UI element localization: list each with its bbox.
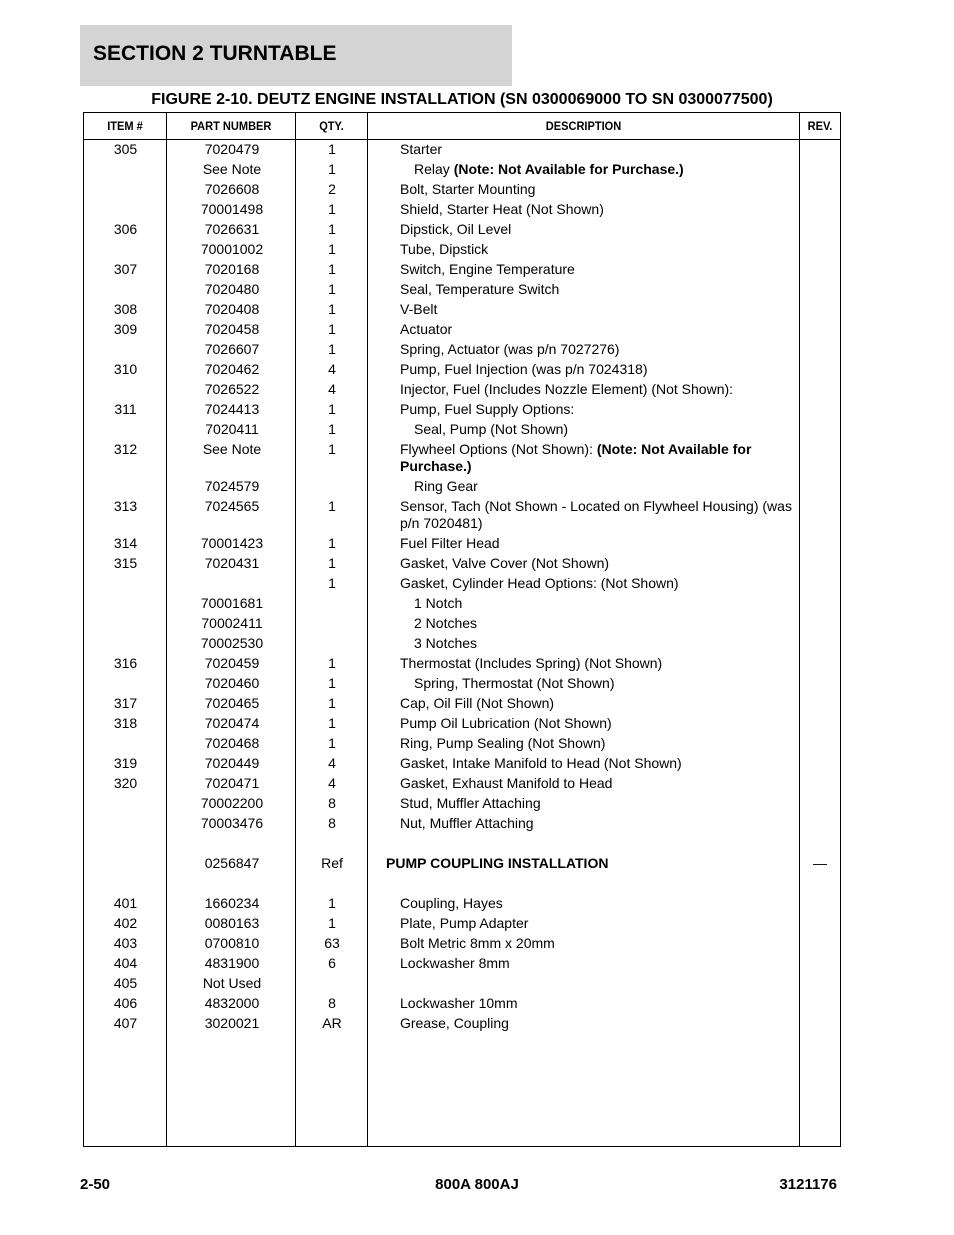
- description: [400, 575, 795, 592]
- description: [414, 478, 794, 495]
- part-number: 4831900: [204, 955, 260, 971]
- description-text: Spring, Thermostat (Not Shown): [414, 675, 615, 691]
- table-row: [84, 814, 840, 834]
- table-row: [84, 854, 840, 874]
- section-title: SECTION 2 TURNTABLE: [93, 42, 337, 65]
- header-item: ITEM #: [107, 119, 143, 133]
- description: [400, 915, 795, 932]
- description-text: Seal, Temperature Switch: [400, 281, 560, 297]
- description-text: Gasket, Intake Manifold to Head (Not Shown): [400, 755, 682, 771]
- part-number: 70001423: [200, 535, 264, 551]
- description-text: Pump, Fuel Supply Options:: [400, 401, 575, 417]
- table-row: [84, 240, 840, 260]
- description: [400, 695, 795, 712]
- part-number: 7020460: [204, 675, 260, 691]
- description-text: Gasket, Valve Cover (Not Shown): [400, 555, 610, 571]
- document-number: 3121176: [779, 1176, 837, 1193]
- description: [400, 655, 795, 672]
- description: [414, 161, 794, 178]
- description: [400, 1015, 795, 1032]
- table-row: [84, 280, 840, 300]
- description: [400, 181, 795, 198]
- description-text: Sensor, Tach (Not Shown - Located on Flywheel Housing) (was p/n 7020481): [400, 498, 792, 531]
- description-text: Lockwasher 8mm: [400, 955, 510, 971]
- description-text: Gasket, Exhaust Manifold to Head: [400, 775, 613, 791]
- part-number: 7020480: [204, 281, 260, 297]
- quantity: 4: [328, 361, 336, 377]
- quantity: 1: [328, 715, 336, 731]
- description-text: Coupling, Hayes: [400, 895, 503, 911]
- description-text: 1 Notch: [414, 595, 463, 611]
- description: [400, 955, 795, 972]
- item-number: 313: [113, 498, 138, 514]
- description: [400, 555, 795, 572]
- table-row: [84, 497, 840, 534]
- description: [400, 381, 795, 398]
- parts-table: [83, 112, 841, 1147]
- part-number: 1660234: [204, 895, 260, 911]
- description-text: Relay: [414, 161, 454, 177]
- description-text: Spring, Actuator (was p/n 7027276): [400, 341, 620, 357]
- part-number: 7020468: [204, 735, 260, 751]
- table-row: [84, 340, 840, 360]
- description-text: Tube, Dipstick: [400, 241, 489, 257]
- description: [400, 815, 795, 832]
- item-number: 314: [113, 535, 138, 551]
- description: [400, 755, 795, 772]
- table-row: [84, 1014, 840, 1034]
- quantity: 1: [328, 301, 336, 317]
- item-number: 320: [113, 775, 138, 791]
- table-row: [84, 300, 840, 320]
- description: [400, 795, 795, 812]
- description: [400, 895, 795, 912]
- table-row: [84, 477, 840, 497]
- table-row: [84, 654, 840, 674]
- quantity: 1: [328, 141, 336, 157]
- description: [400, 775, 795, 792]
- table-row: [84, 934, 840, 954]
- description: [400, 201, 795, 218]
- part-number: 0256847: [204, 855, 260, 871]
- quantity: 4: [328, 775, 336, 791]
- table-row: [84, 180, 840, 200]
- quantity: 4: [328, 755, 336, 771]
- part-number: 70002411: [201, 615, 263, 631]
- model-number: 800A 800AJ: [435, 1176, 519, 1193]
- quantity: 1: [328, 915, 336, 931]
- description-text: Flywheel Options (Not Shown):: [400, 441, 597, 457]
- table-row: [84, 734, 840, 754]
- description-text: Starter: [400, 141, 443, 157]
- part-number: 70001498: [200, 201, 264, 217]
- description: [400, 301, 795, 318]
- table-row: [84, 694, 840, 714]
- table-row: [84, 894, 840, 914]
- description: [400, 321, 795, 338]
- quantity: 1: [328, 241, 336, 257]
- item-number: 305: [113, 141, 138, 157]
- quantity: 1: [328, 655, 336, 671]
- table-row: [84, 440, 840, 477]
- part-number: 7024579: [204, 478, 260, 494]
- description-text: Pump Oil Lubrication (Not Shown): [400, 715, 612, 731]
- description-text: Cap, Oil Fill (Not Shown): [400, 695, 555, 711]
- description: [400, 441, 795, 475]
- part-number: 70002530: [200, 635, 264, 651]
- description: [400, 498, 795, 532]
- table-row: [84, 874, 840, 894]
- description-text: Pump, Fuel Injection (was p/n 7024318): [400, 361, 648, 377]
- description: [386, 855, 781, 872]
- part-number: 7026607: [204, 341, 260, 357]
- description-text: Gasket, Cylinder Head Options: (Not Shown): [400, 575, 679, 591]
- quantity: 1: [328, 221, 336, 237]
- part-number: 7020465: [204, 695, 260, 711]
- part-number: 4832000: [204, 995, 260, 1011]
- table-row: [84, 420, 840, 440]
- item-number: 318: [113, 715, 138, 731]
- quantity: 1: [328, 675, 336, 691]
- quantity: 1: [328, 895, 336, 911]
- item-number: 311: [114, 401, 137, 417]
- part-number: 7024413: [204, 401, 260, 417]
- figure-title: FIGURE 2-10. DEUTZ ENGINE INSTALLATION (SN 0300069000 TO SN 0300077500): [151, 91, 773, 108]
- table-body: [84, 140, 840, 1034]
- description-text: Seal, Pump (Not Shown): [414, 421, 569, 437]
- item-number: 401: [113, 895, 138, 911]
- table-row: [84, 320, 840, 340]
- quantity: 6: [328, 955, 336, 971]
- quantity: 8: [328, 795, 336, 811]
- table-row: [84, 360, 840, 380]
- table-row: [84, 774, 840, 794]
- section-header: [80, 25, 512, 86]
- description: [400, 261, 795, 278]
- description: [414, 615, 794, 632]
- description: [414, 421, 794, 438]
- description-text: Nut, Muffler Attaching: [400, 815, 534, 831]
- description-text: Bolt, Starter Mounting: [400, 181, 536, 197]
- item-number: 307: [113, 261, 138, 277]
- table-row: [84, 380, 840, 400]
- quantity: 8: [328, 995, 336, 1011]
- table-row: [84, 954, 840, 974]
- description-text: Stud, Muffler Attaching: [400, 795, 541, 811]
- table-row: [84, 794, 840, 814]
- description-text: Dipstick, Oil Level: [400, 221, 512, 237]
- part-number: 7020471: [204, 775, 260, 791]
- description-text: Fuel Filter Head: [400, 535, 500, 551]
- part-number: 70002200: [200, 795, 264, 811]
- description-note: (Note: Not Available for Purchase.): [400, 441, 752, 474]
- table-row: [84, 974, 840, 994]
- item-number: 407: [113, 1015, 138, 1031]
- description: [414, 675, 794, 692]
- part-number: 3020021: [204, 1015, 260, 1031]
- item-number: 310: [113, 361, 138, 377]
- item-number: 308: [113, 301, 138, 317]
- table-row: [84, 674, 840, 694]
- part-number: 7020462: [204, 361, 260, 377]
- item-number: 404: [113, 955, 138, 971]
- header-part-number: PART NUMBER: [190, 119, 272, 133]
- item-number: 312: [113, 441, 138, 457]
- quantity: 1: [328, 695, 336, 711]
- quantity: 1: [328, 735, 336, 751]
- description: [400, 281, 795, 298]
- quantity: 2: [328, 181, 336, 197]
- part-number: 70003476: [200, 815, 264, 831]
- quantity: 1: [328, 201, 336, 217]
- quantity: 1: [328, 555, 336, 571]
- table-row: [84, 994, 840, 1014]
- description-text: Actuator: [400, 321, 453, 337]
- description: [400, 341, 795, 358]
- quantity: 1: [328, 401, 336, 417]
- table-row: [84, 140, 840, 160]
- quantity: 8: [328, 815, 336, 831]
- part-number: 7020474: [204, 715, 260, 731]
- page-number: 2-50: [80, 1176, 111, 1193]
- table-row: [84, 400, 840, 420]
- quantity: 1: [328, 441, 336, 457]
- quantity: 1: [328, 421, 336, 437]
- table-row: [84, 160, 840, 180]
- description: [400, 535, 795, 552]
- header-rev: REV.: [807, 119, 833, 133]
- table-row: [84, 914, 840, 934]
- part-number: See Note: [202, 441, 262, 457]
- item-number: 317: [113, 695, 138, 711]
- table-row: [84, 594, 840, 614]
- description: [414, 595, 794, 612]
- quantity: 1: [328, 535, 336, 551]
- description: [400, 995, 795, 1012]
- description: [400, 401, 795, 418]
- table-row: [84, 714, 840, 734]
- description-text: Ring, Pump Sealing (Not Shown): [400, 735, 606, 751]
- description-text: V-Belt: [400, 301, 438, 317]
- description: [400, 221, 795, 238]
- table-row: [84, 754, 840, 774]
- part-number: 7020408: [204, 301, 260, 317]
- description-text: Thermostat (Includes Spring) (Not Shown): [400, 655, 663, 671]
- description: [400, 935, 795, 952]
- item-number: 316: [113, 655, 138, 671]
- description: [400, 241, 795, 258]
- table-row: [84, 220, 840, 240]
- item-number: 405: [113, 975, 138, 991]
- description-text: Shield, Starter Heat (Not Shown): [400, 201, 604, 217]
- part-number: 0080163: [204, 915, 260, 931]
- quantity: 1: [328, 575, 336, 591]
- description: [414, 635, 794, 652]
- description: [400, 735, 795, 752]
- part-number: 70001681: [200, 595, 264, 611]
- part-number: 7020479: [204, 141, 260, 157]
- part-number: 7020458: [204, 321, 260, 337]
- part-number: 7020411: [205, 421, 259, 437]
- item-number: 402: [113, 915, 138, 931]
- table-row: [84, 534, 840, 554]
- part-number: Not Used: [202, 975, 262, 991]
- description-text: Bolt Metric 8mm x 20mm: [400, 935, 555, 951]
- description-text: 3 Notches: [414, 635, 478, 651]
- table-row: [84, 554, 840, 574]
- item-number: 306: [113, 221, 138, 237]
- description: [400, 141, 795, 158]
- quantity: 4: [328, 381, 336, 397]
- part-number: 7026608: [204, 181, 260, 197]
- item-number: 315: [113, 555, 138, 571]
- table-row: [84, 634, 840, 654]
- table-row: [84, 260, 840, 280]
- part-number: 70001002: [200, 241, 264, 257]
- part-number: 7020459: [204, 655, 260, 671]
- quantity: AR: [322, 1015, 342, 1031]
- description-text: Lockwasher 10mm: [400, 995, 518, 1011]
- quantity: 1: [328, 341, 336, 357]
- quantity: 1: [328, 281, 336, 297]
- revision: —: [813, 855, 827, 871]
- quantity: 1: [328, 498, 336, 514]
- description: [400, 715, 795, 732]
- item-number: 309: [113, 321, 138, 337]
- part-number: 7020431: [204, 555, 260, 571]
- part-number: 7020168: [204, 261, 260, 277]
- header-description: DESCRIPTION: [545, 119, 622, 133]
- part-number: 7024565: [204, 498, 260, 514]
- description-text: Ring Gear: [414, 478, 478, 494]
- table-row: [84, 200, 840, 220]
- description-note: (Note: Not Available for Purchase.): [453, 161, 684, 177]
- description-text: Switch, Engine Temperature: [400, 261, 575, 277]
- description: [400, 975, 795, 992]
- description: [400, 361, 795, 378]
- quantity: 1: [328, 261, 336, 277]
- quantity: 1: [328, 161, 336, 177]
- description-text: 2 Notches: [414, 615, 478, 631]
- part-number: 7026631: [204, 221, 260, 237]
- description-text: PUMP COUPLING INSTALLATION: [386, 855, 609, 871]
- part-number: 0700810: [204, 935, 260, 951]
- description-text: Injector, Fuel (Includes Nozzle Element) (Not Shown):: [400, 381, 734, 397]
- part-number: 7026522: [204, 381, 260, 397]
- header-qty: QTY.: [319, 119, 344, 133]
- description-text: Plate, Pump Adapter: [400, 915, 529, 931]
- table-row: [84, 834, 840, 854]
- part-number: See Note: [202, 161, 262, 177]
- item-number: 319: [113, 755, 138, 771]
- description-text: Grease, Coupling: [400, 1015, 509, 1031]
- table-row: [84, 574, 840, 594]
- item-number: 403: [113, 935, 138, 951]
- quantity: 1: [328, 321, 336, 337]
- item-number: 406: [113, 995, 138, 1011]
- table-row: [84, 614, 840, 634]
- part-number: 7020449: [204, 755, 260, 771]
- quantity: Ref: [321, 855, 343, 871]
- quantity: 63: [324, 935, 340, 951]
